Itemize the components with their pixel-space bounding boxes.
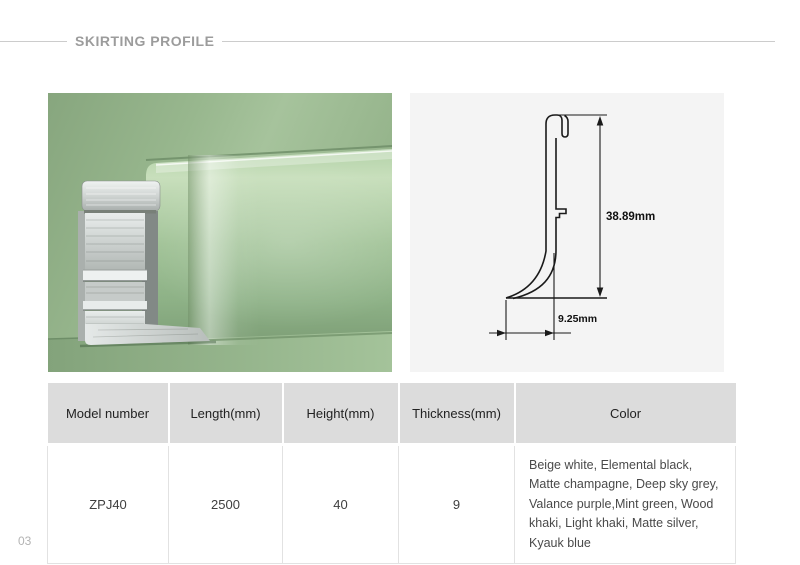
column-header-model: Model number	[48, 383, 169, 445]
width-dimension-label: 9.25mm	[558, 313, 598, 325]
height-dimension-label: 38.89mm	[606, 211, 656, 223]
spec-table	[47, 383, 736, 564]
cell-color-options: Beige white, Elemental black, Matte champagne, Deep sky grey, Valance purple,Mint green, Wood khaki, Light khaki, Matte silver, Kyauk blue	[515, 445, 736, 564]
cell-model-number: ZPJ40	[48, 445, 169, 564]
header-rule-right	[222, 41, 775, 42]
column-header-color: Color	[515, 383, 736, 445]
dimension-drawing	[410, 93, 724, 372]
cell-thickness: 9	[399, 445, 515, 564]
drawing-background	[410, 93, 724, 372]
table-header-row	[48, 383, 736, 445]
header-rule-left	[0, 41, 67, 42]
table-row	[48, 445, 736, 564]
column-header-thickness: Thickness(mm)	[399, 383, 515, 445]
page-number: 03	[18, 534, 32, 548]
column-header-height: Height(mm)	[283, 383, 399, 445]
page-header	[0, 32, 775, 50]
cell-height: 40	[283, 445, 399, 564]
cell-length: 2500	[169, 445, 283, 564]
page-title: SKIRTING PROFILE	[75, 33, 215, 49]
profile-dimension-diagram	[410, 93, 724, 372]
skirting-end-sheen	[188, 155, 260, 345]
product-photo	[48, 93, 392, 372]
skirting-photo-illustration	[48, 93, 392, 372]
column-header-length: Length(mm)	[169, 383, 283, 445]
